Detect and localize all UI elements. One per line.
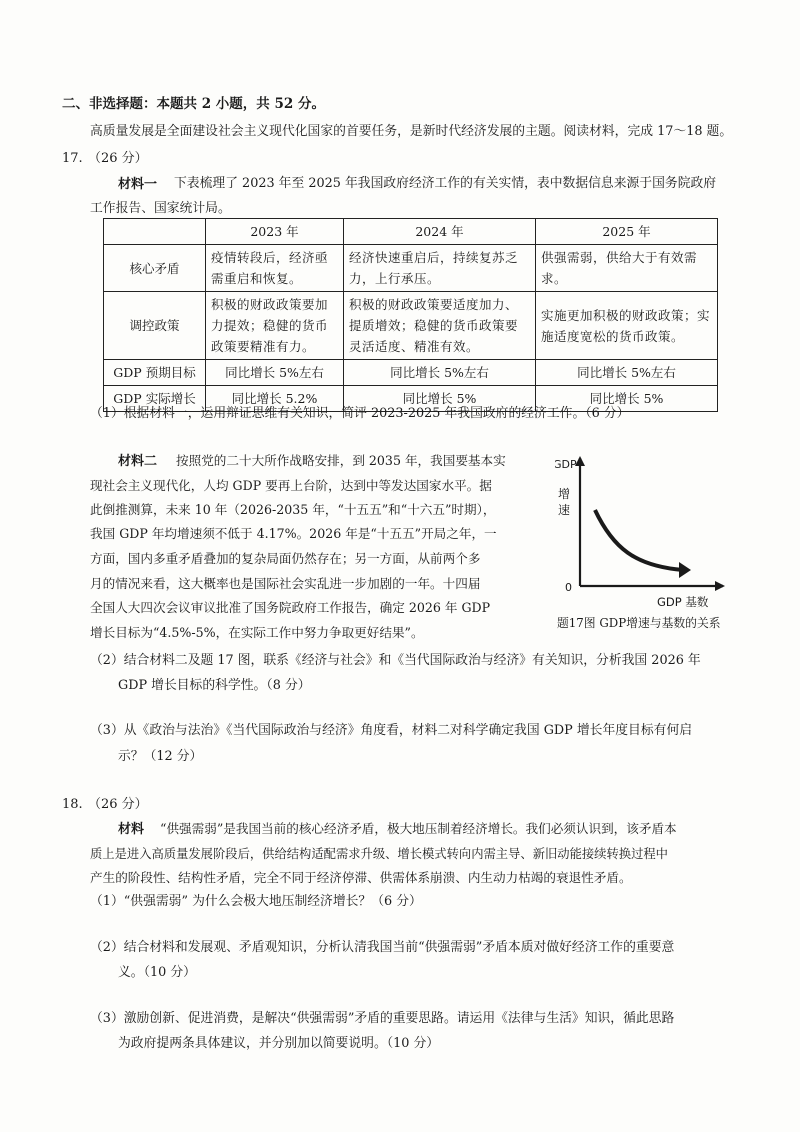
table-header-cell (104, 219, 206, 245)
table-header-cell: 2025 年 (536, 219, 718, 245)
q18-number: 18. (62, 797, 83, 812)
q17-material2-line: 现社会主义现代化，人均 GDP 要再上台阶，达到中等发达国家水平。据 (90, 478, 492, 493)
y-axis-label-part: GDP (555, 458, 577, 471)
q17-material2-line: 我国 GDP 年均增速须不低于 4.17%。2026 年是“十五五”开局之年，一 (90, 526, 497, 541)
q17-material1-label: 材料一 (118, 177, 158, 192)
table-row (104, 292, 718, 360)
y-axis-label (555, 458, 577, 471)
table-cell: 经济快速重启后，持续复苏乏力，上行承压。 (344, 245, 536, 292)
q17-sub1: （1）根据材料一，运用辩证思维有关知识，简评 2023-2025 年我国政府的经济工作。（6 分） (90, 406, 630, 421)
economic-work-table (103, 218, 718, 412)
table-row-label: 调控政策 (104, 292, 206, 360)
curve-arrow-head (679, 562, 691, 578)
table-row-label: GDP 预期目标 (104, 360, 206, 386)
table-row (104, 245, 718, 292)
q17-sub2-line2: GDP 增长目标的科学性。（8 分） (118, 678, 311, 693)
y-axis-char: 速 (558, 503, 571, 517)
q17-material2-line: 全国人大四次会议审议批准了国务院政府工作报告，确定 2026 年 GDP (90, 600, 491, 615)
q17-points: （26 分） (88, 151, 148, 166)
q17-material1-line1: 下表梳理了 2023 年至 2025 年我国政府经济工作的有关实情，表中数据信息来源于国务院政府 (174, 176, 717, 191)
y-axis-label-cn (558, 487, 574, 517)
q17-material2-line: 增长目标为“4.5%-5%，在实际工作中努力争取更好结果”。 (90, 625, 424, 640)
table-header-cell: 2023 年 (206, 219, 344, 245)
gdp-figure (555, 448, 750, 638)
table-cell: 同比增长 5% (344, 386, 536, 412)
table-cell: 同比增长 5.2% (206, 386, 344, 412)
q18-sub3-line1: （3）激励创新、促进消费，是解决“供强需弱”矛盾的重要思路。请运用《法律与生活》知识，循此思路 (90, 1011, 675, 1026)
table-cell: 供强需弱，供给大于有效需求。 (536, 245, 718, 292)
q17-material2-line: 月的情况来看，这大概率也是国际社会实乱进一步加剧的一年。十四届 (90, 576, 481, 591)
y-axis-char: 增 (558, 487, 571, 501)
q18-sub3-line2: 为政府提两条具体建议，并分别加以简要说明。（10 分） (118, 1036, 440, 1051)
table-cell: 同比增长 5% (536, 386, 718, 412)
table-cell: 同比增长 5%左右 (206, 360, 344, 386)
q17-material1-line2: 工作报告、国家统计局。 (90, 201, 231, 216)
section-intro: 高质量发展是全面建设社会主义现代化国家的首要任务，是新时代经济发展的主题。阅读材料，完成 17～18 题。 (90, 124, 733, 139)
section-heading: 二、非选择题：本题共 2 小题，共 52 分。 (62, 96, 325, 112)
table-row (104, 360, 718, 386)
table-row-label: GDP 实际增长 (104, 386, 206, 412)
table-cell: 积极的财政政策要适度加力、提质增效；稳健的货币政策要灵活适度、精准有效。 (344, 292, 536, 360)
q17-material2-label: 材料二 (118, 454, 158, 469)
q18-material-line3: 产生的阶段性、结构性矛盾，完全不同于经济停滞、供需体系崩溃、内生动力枯竭的衰退性矛盾。 (90, 870, 632, 885)
table-cell: 实施更加积极的财政政策；实施适度宽松的货币政策。 (536, 292, 718, 360)
table-cell: 疫情转段后，经济亟需重启和恢复。 (206, 245, 344, 292)
q17-material2-line: 按照党的二十大所作战略安排，到 2035 年，我国要基本实 (176, 453, 506, 468)
q18-points: （26 分） (88, 797, 148, 812)
origin-label: 0 (565, 581, 572, 594)
x-axis-label: GDP 基数 (657, 595, 709, 609)
q18-sub1: （1）“供强需弱” 为什么会极大地压制经济增长？（6 分） (90, 894, 422, 909)
q18-material-label: 材料 (118, 822, 145, 837)
q17-sub3-line1: （3）从《政治与法治》《当代国际政治与经济》角度看，材料二对科学确定我国 GDP 增长年度目标有何启 (90, 723, 693, 738)
table-row-label: 核心矛盾 (104, 245, 206, 292)
q18-sub2-line2: 义。（10 分） (118, 965, 196, 980)
q17-material2-line: 此倒推测算，未来 10 年（2026-2035 年，“十五五”和“十六五”时期）， (90, 502, 496, 517)
figure-caption: 题17图 GDP增速与基数的关系 (557, 616, 721, 630)
table-cell: 同比增长 5%左右 (344, 360, 536, 386)
growth-curve (595, 510, 683, 570)
q18-sub2-line1: （2）结合材料和发展观、矛盾观知识，分析认清我国当前“供强需弱”矛盾本质对做好经济工作的重要意 (90, 940, 675, 955)
q18-material-line1: “供强需弱”是我国当前的核心经济矛盾，极大地压制着经济增长。我们必须认识到，该矛盾本 (160, 821, 677, 836)
table-cell: 同比增长 5%左右 (536, 360, 718, 386)
table-header-cell: 2024 年 (344, 219, 536, 245)
q17-sub2-line1: （2）结合材料二及题 17 图，联系《经济与社会》和《当代国际政治与经济》有关知识，分析我国 2026 年 (90, 653, 701, 668)
q17-material2-line: 方面，国内多重矛盾叠加的复杂局面仍然存在；另一方面，从前两个多 (90, 551, 481, 566)
q17-number: 17. (62, 151, 83, 166)
q18-material-line2: 质上是进入高质量发展阶段后，供给结构适配需求升级、增长模式转向内需主导、新旧动能接续转换过程中 (90, 847, 668, 861)
table-cell: 积极的财政政策要加力提效；稳健的货币政策要精准有力。 (206, 292, 344, 360)
q17-sub3-line2: 示？（12 分） (118, 749, 203, 764)
table-header-row (104, 219, 718, 245)
gdp-diagram (555, 448, 750, 638)
